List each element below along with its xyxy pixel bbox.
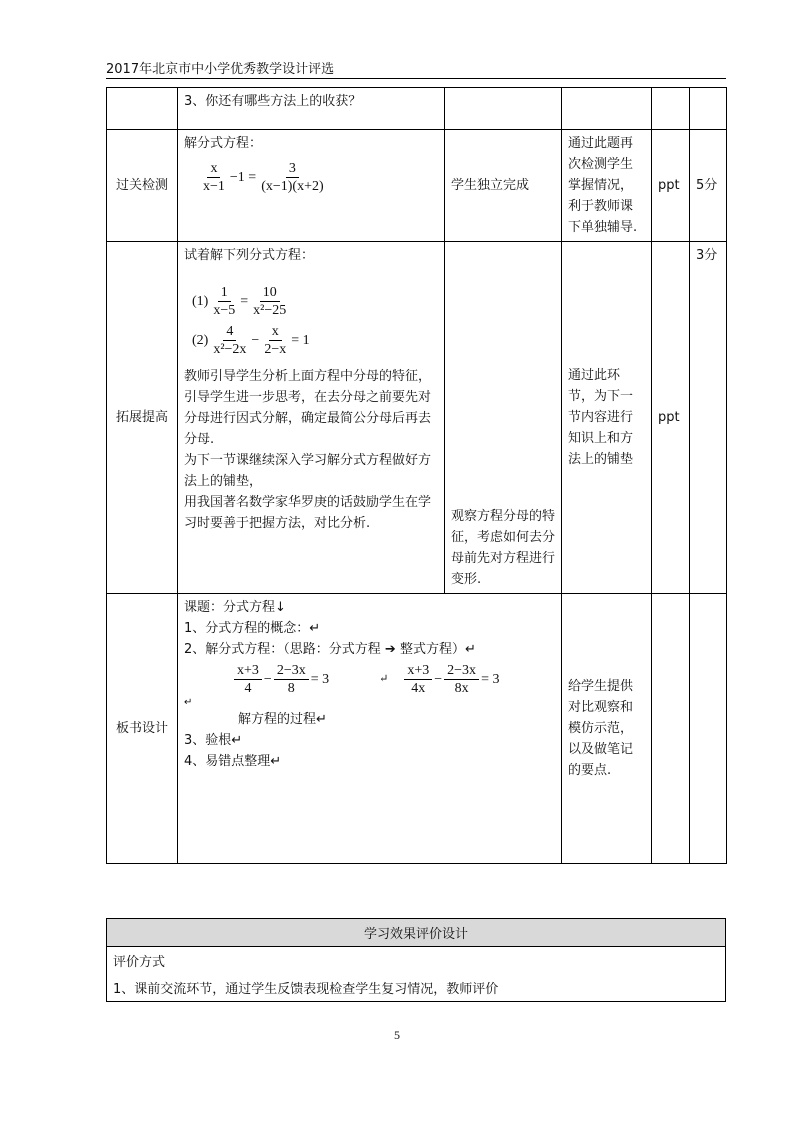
media-cell: ppt bbox=[652, 242, 690, 594]
evaluation-title: 学习效果评价设计 bbox=[107, 919, 726, 947]
lesson-table bbox=[106, 87, 727, 864]
media-cell: ppt bbox=[652, 130, 690, 242]
time-cell: 3分 bbox=[690, 242, 727, 594]
fraction: $\frac{10}{\text{x²−25}}$ bbox=[253, 285, 287, 318]
fraction: $\frac{x}{2-x}$ bbox=[264, 324, 287, 357]
fraction: $\frac{4}{\text{x²−2x}}$ bbox=[213, 324, 247, 357]
equation: $\frac{x}{x-1}$ −1 = $\frac{3}{(x-1)(x+2)}$ bbox=[198, 160, 438, 195]
evaluation-label: 评价方式 bbox=[107, 947, 726, 975]
arrow-icon: ➔ bbox=[380, 642, 400, 657]
activity-cell: 观察方程分母的特征，考虑如何去分母前先对方程进行变形. bbox=[445, 242, 562, 594]
activity-cell bbox=[445, 88, 562, 130]
intent-cell: 给学生提供对比观察和模仿示范，以及做笔记的要点. bbox=[562, 594, 652, 864]
fraction: $\frac{x}{x-1}$ bbox=[203, 161, 225, 194]
board-line: 1、分式方程的概念：↵ bbox=[184, 621, 321, 636]
stage-cell: 拓展提高 bbox=[107, 242, 178, 594]
equation: (2) $\frac{4}{\text{x²−2x}}$ − $\frac{x}{2-x}$ = 1 bbox=[192, 324, 310, 357]
stage-cell: 板书设计 bbox=[107, 594, 178, 864]
question-text: 3、你还有哪些方法上的收获？ bbox=[184, 94, 362, 109]
board-line: 4、易错点整理↵ bbox=[184, 754, 282, 769]
board-line: 3、验根↵ bbox=[184, 733, 243, 748]
time-cell: 5分 bbox=[690, 130, 727, 242]
table-row bbox=[107, 88, 727, 130]
content-cell bbox=[178, 242, 445, 594]
stage-cell: 过关检测 bbox=[107, 130, 178, 242]
time-cell bbox=[690, 88, 727, 130]
paragraph: 用我国著名数学家华罗庚的话鼓励学生在学习时要善于把握方法，对比分析. bbox=[184, 495, 432, 531]
paragraph: 教师引导学生分析上面方程中分母的特征，引导学生进一步思考，在去分母之前要先对分母进行因式分解，确定最简公分母后再去分母. bbox=[184, 369, 432, 447]
media-cell bbox=[652, 88, 690, 130]
activity-cell: 学生独立完成 bbox=[445, 130, 562, 242]
content-cell bbox=[178, 130, 445, 242]
board-line: 解方程的过程↵ bbox=[238, 712, 327, 727]
fraction: $\frac{x+3}{4x}$ bbox=[404, 662, 432, 697]
fraction: $\frac{2-3x}{8}$ bbox=[274, 662, 309, 697]
board-design-cell bbox=[178, 594, 562, 864]
intent-cell: 通过此题再次检测学生掌握情况，利于教师课下单独辅导. bbox=[562, 130, 652, 242]
equation: (1) $\frac{1}{x-5}$ = $\frac{10}{\text{x²−25}}$ bbox=[192, 284, 438, 319]
page-number: 5 bbox=[394, 1028, 400, 1042]
time-cell bbox=[690, 594, 727, 864]
fraction: $\frac{1}{x-5}$ bbox=[213, 285, 236, 318]
document-header: 2017年北京市中小学优秀教学设计评选 bbox=[106, 62, 335, 77]
table-row bbox=[107, 594, 727, 864]
board-line: 课题：分式方程↓ bbox=[184, 600, 286, 615]
content-title: 解分式方程： bbox=[184, 136, 263, 151]
paragraph: 为下一节课继续深入学习解分式方程做好方法上的铺垫， bbox=[184, 453, 432, 489]
board-mark: ↵ bbox=[184, 697, 193, 708]
intent-cell: 通过此环节，为下一节内容进行知识上和方法上的铺垫 bbox=[562, 242, 652, 594]
table-row bbox=[107, 130, 727, 242]
equation-pair: $\frac{x+3}{4}$ − $\frac{2-3x}{8}$ = 3 ↵ $\frac{x+3}{4x}$ − $\frac{2-3x}{8x}$ = 3 bbox=[232, 662, 555, 697]
header-rule bbox=[106, 78, 726, 79]
content-cell bbox=[178, 88, 445, 130]
evaluation-item: 1、课前交流环节，通过学生反馈表现检查学生复习情况，教师评价 bbox=[107, 974, 726, 1002]
stage-cell bbox=[107, 88, 178, 130]
content-title: 试着解下列分式方程： bbox=[184, 248, 315, 263]
media-cell bbox=[652, 594, 690, 864]
fraction: $\frac{x+3}{4}$ bbox=[234, 662, 262, 697]
evaluation-table bbox=[106, 918, 726, 1002]
table-row bbox=[107, 242, 727, 594]
fraction: $\frac{2-3x}{8x}$ bbox=[444, 662, 479, 697]
board-line: 2、解分式方程：（思路：分式方程 ➔ 整式方程）↵ bbox=[184, 642, 476, 657]
fraction: $\frac{3}{(x-1)(x+2)}$ bbox=[261, 161, 324, 194]
intent-cell bbox=[562, 88, 652, 130]
